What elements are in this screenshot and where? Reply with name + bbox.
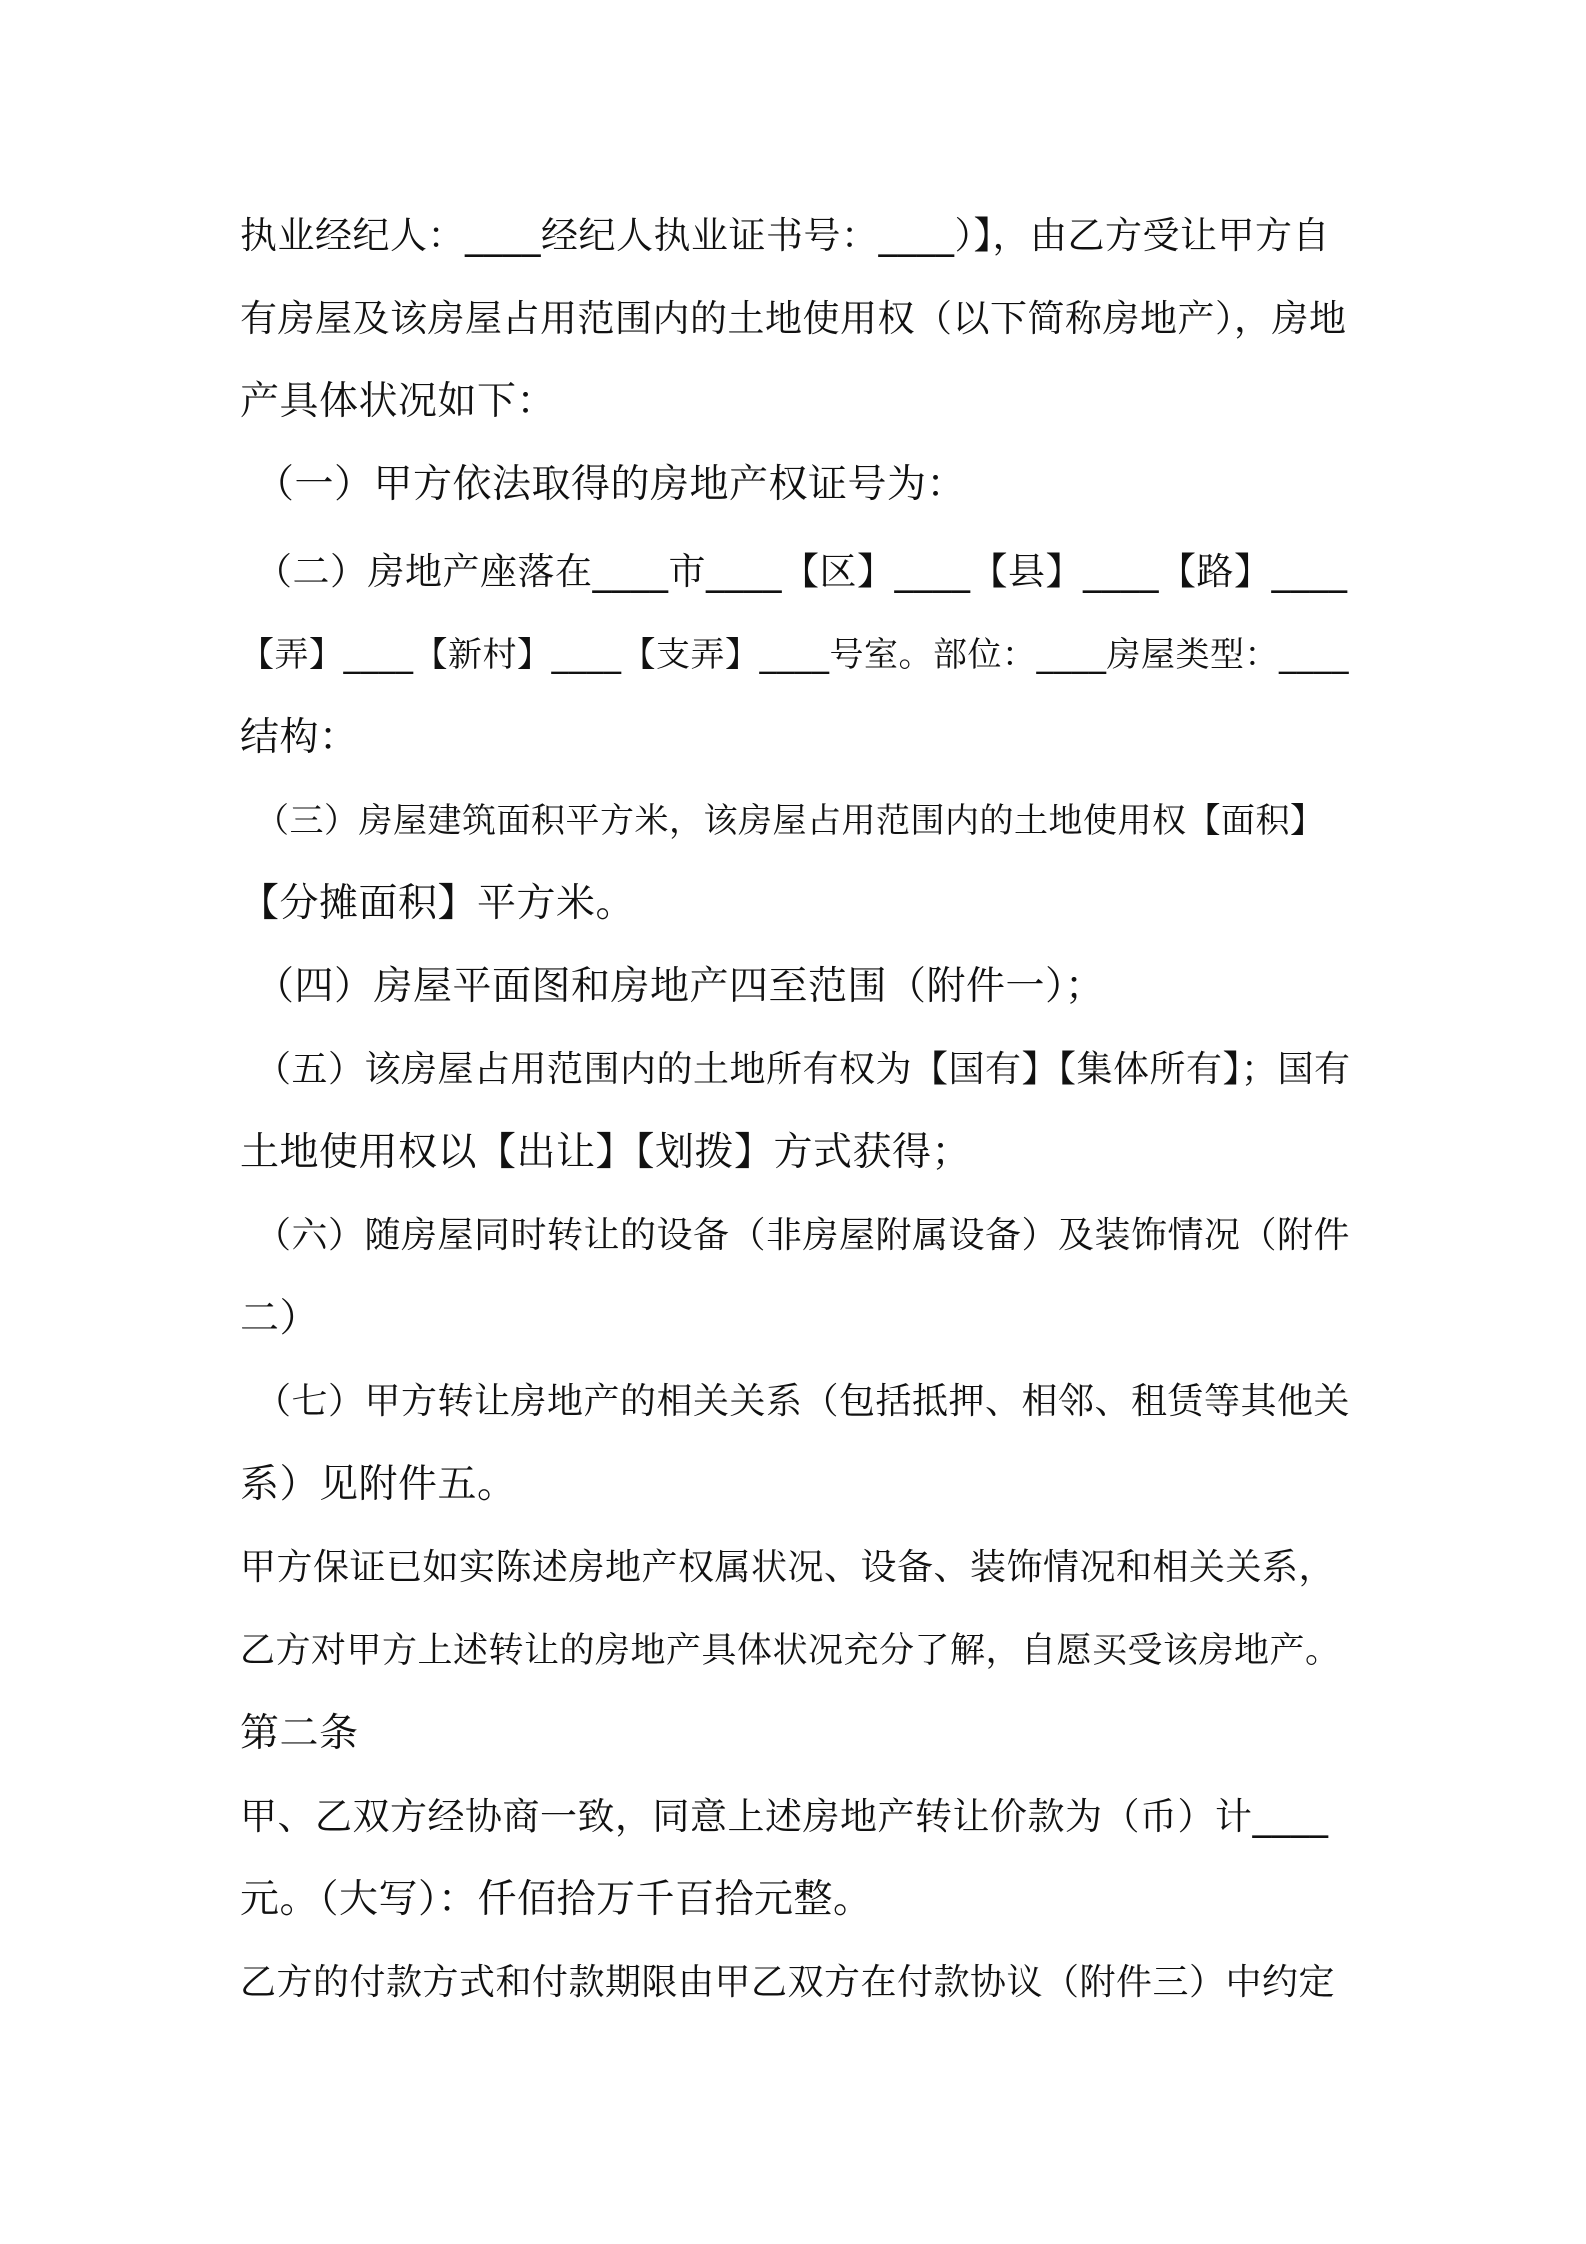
text-line-20: 甲、乙双方经协商一致，同意上述房地产转让价款为（币）计____ xyxy=(240,1795,1329,1838)
clause-item-4: （四）房屋平面图和房地产四至范围（附件一）； xyxy=(255,964,1105,1009)
clause-item-2: （二）房地产座落在____市____【区】____【县】____【路】____ xyxy=(255,550,1348,593)
article-heading: 第二条 xyxy=(240,1711,359,1756)
text-line-3: 产具体状况如下： xyxy=(240,379,557,424)
clause-item-3: （三）房屋建筑面积平方米，该房屋占用范围内的土地使用权【面积】 xyxy=(255,801,1325,841)
text-line-21: 元。（大写）：仟佰拾万千百拾元整。 xyxy=(240,1877,873,1922)
text-line-2: 有房屋及该房屋占用范围内的土地使用权（以下简称房地产），房地 xyxy=(240,297,1347,340)
clause-item-7: （七）甲方转让房地产的相关关系（包括抵押、相邻、租赁等其他关 xyxy=(255,1381,1351,1422)
text-line-9: 【分摊面积】平方米。 xyxy=(240,881,636,926)
text-line-14: 二） xyxy=(240,1296,320,1341)
text-line-16: 系）见附件五。 xyxy=(240,1462,517,1507)
clause-item-6: （六）随房屋同时转让的设备（非房屋附属设备）及装饰情况（附件 xyxy=(255,1215,1351,1256)
text-line-1: 执业经纪人：____经纪人执业证书号：____）】，由乙方受让甲方自 xyxy=(240,214,1330,257)
text-line-6: 【弄】____【新村】____【支弄】____号室。部位：____房屋类型：____ xyxy=(240,635,1349,675)
text-line-17: 甲方保证已如实陈述房地产权属状况、设备、装饰情况和相关关系， xyxy=(240,1547,1336,1588)
clause-item-1: （一）甲方依法取得的房地产权证号为： xyxy=(255,462,967,507)
text-line-12: 土地使用权以【出让】【划拨】方式获得； xyxy=(240,1130,972,1175)
text-line-18: 乙方对甲方上述转让的房地产具体状况充分了解，自愿买受该房地产。 xyxy=(240,1631,1341,1671)
text-line-7: 结构： xyxy=(240,715,359,760)
clause-item-5: （五）该房屋占用范围内的土地所有权为【国有】【集体所有】；国有 xyxy=(255,1049,1351,1090)
text-line-22: 乙方的付款方式和付款期限由甲乙双方在付款协议（附件三）中约定 xyxy=(240,1962,1336,2003)
